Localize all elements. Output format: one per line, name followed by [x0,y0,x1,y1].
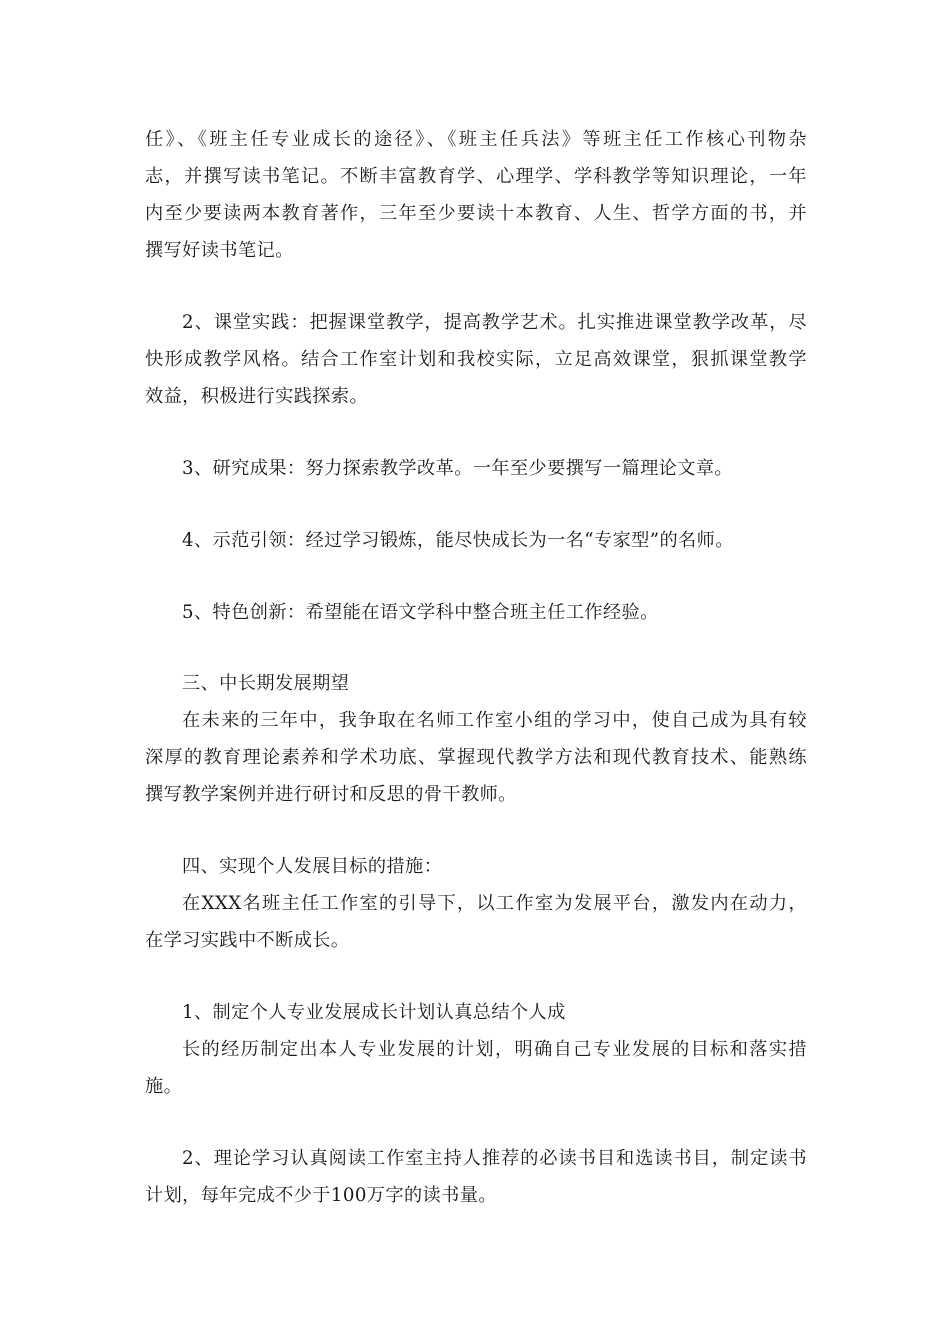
text-line: 4、示范引领：经过学习锻炼，能尽快成长为一名“专家型”的名师。 [182,530,734,551]
text-line: 长的经历制定出本人专业发展的计划，明确自己专业发展的目标和落实措 [182,1039,807,1060]
text-line: 快形成教学风格。结合工作室计划和我校实际，立足高效课堂，狠抓课堂教学 [145,349,807,370]
text-line: 2、理论学习认真阅读工作室主持人推荐的必读书目和选读书目，制定读书 [182,1148,807,1169]
text-line: 在未来的三年中，我争取在名师工作室小组的学习中，使自己成为具有较 [182,710,807,731]
paragraph-reading-plan [145,121,807,269]
item-personal-plan [145,994,807,1105]
paragraph-demonstration [145,522,807,559]
text-line: 在XXX名班主任工作室的引导下，以工作室为发展平台，激发内在动力， [182,893,807,914]
text-line: 志，并撰写读书笔记。不断丰富教育学、心理学、学科教学等知识理论，一年 [145,166,807,187]
text-line: 深厚的教育理论素养和学术功底、掌握现代教学方法和现代教育技术、能熟练 [145,747,807,768]
section-long-term-expectations [145,665,807,813]
text-line: 在学习实践中不断成长。 [145,930,350,951]
section-development-measures [145,848,807,959]
document-page [145,121,807,1214]
text-line: 施。 [145,1076,183,1097]
item-heading: 1、制定个人专业发展成长计划认真总结个人成 [182,1002,566,1023]
text-line: 计划，每年完成不少于100万字的读书量。 [145,1185,497,1206]
text-line: 撰写好读书笔记。 [145,240,294,261]
section-heading: 三、中长期发展期望 [182,673,350,694]
text-line: 任》、《班主任专业成长的途径》、《班主任兵法》等班主任工作核心刊物杂 [145,129,807,150]
text-line: 效益，积极进行实践探索。 [145,386,369,407]
text-line: 3、研究成果：努力探索教学改革。一年至少要撰写一篇理论文章。 [182,458,734,479]
text-line: 2、课堂实践：把握课堂教学，提高教学艺术。扎实推进课堂教学改革，尽 [182,312,807,333]
item-theory-study [145,1140,807,1214]
paragraph-classroom-practice [145,304,807,415]
text-line: 内至少要读两本教育著作，三年至少要读十本教育、人生、哲学方面的书，并 [145,203,807,224]
text-line: 5、特色创新：希望能在语文学科中整合班主任工作经验。 [182,602,659,623]
paragraph-innovation [145,594,807,631]
text-line: 撰写教学案例并进行研讨和反思的骨干教师。 [145,784,517,805]
paragraph-research-results [145,450,807,487]
section-heading: 四、实现个人发展目标的措施： [182,856,443,877]
